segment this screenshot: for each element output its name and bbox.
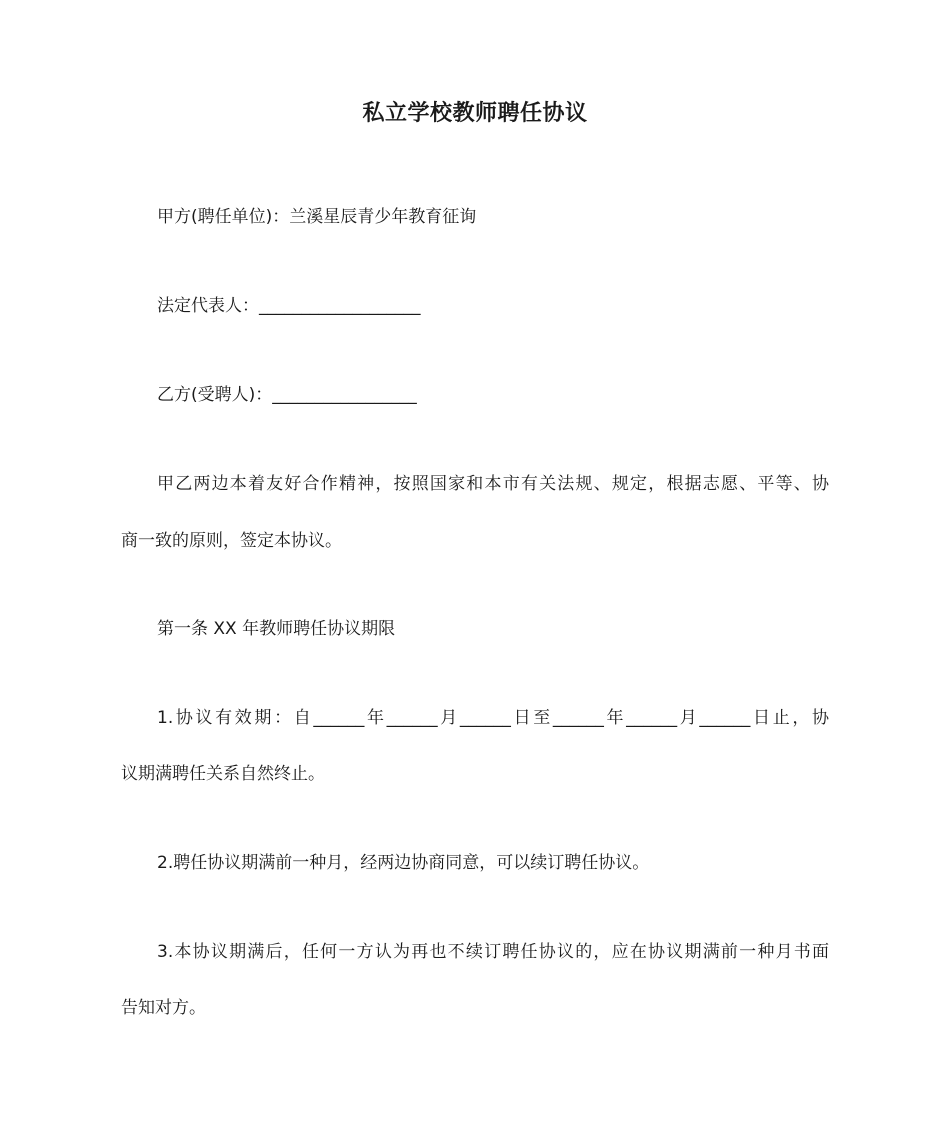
clause-2-line-1: 2.聘任协议期满前一种月，经两边协商同意，可以续订聘任协议。 xyxy=(157,853,650,873)
clause-1-line-1: 1.协议有效期：自______年______月______日至______年______月______日止，协 xyxy=(157,708,829,728)
article-1-heading: 第一条 XX 年教师聘任协议期限 xyxy=(157,619,396,639)
clause-1-line-2: 议期满聘任关系自然终止。 xyxy=(121,764,325,784)
clause-3-line-1: 3.本协议期满后，任何一方认为再也不续订聘任协议的，应在协议期满前一种月书面 xyxy=(157,942,829,962)
party-a-line: 甲方(聘任单位)：兰溪星辰青少年教育征询 xyxy=(157,207,477,227)
party-b-line: 乙方(受聘人)：_________________ xyxy=(157,385,417,405)
legal-representative-line: 法定代表人：___________________ xyxy=(157,296,421,316)
clause-3-line-2: 告知对方。 xyxy=(121,998,206,1018)
intro-paragraph-line-2: 商一致的原则，签定本协议。 xyxy=(121,531,342,551)
intro-paragraph-line-1: 甲乙两边本着友好合作精神，按照国家和本市有关法规、规定，根据志愿、平等、协 xyxy=(157,474,829,494)
document-title: 私立学校教师聘任协议 xyxy=(362,101,588,126)
